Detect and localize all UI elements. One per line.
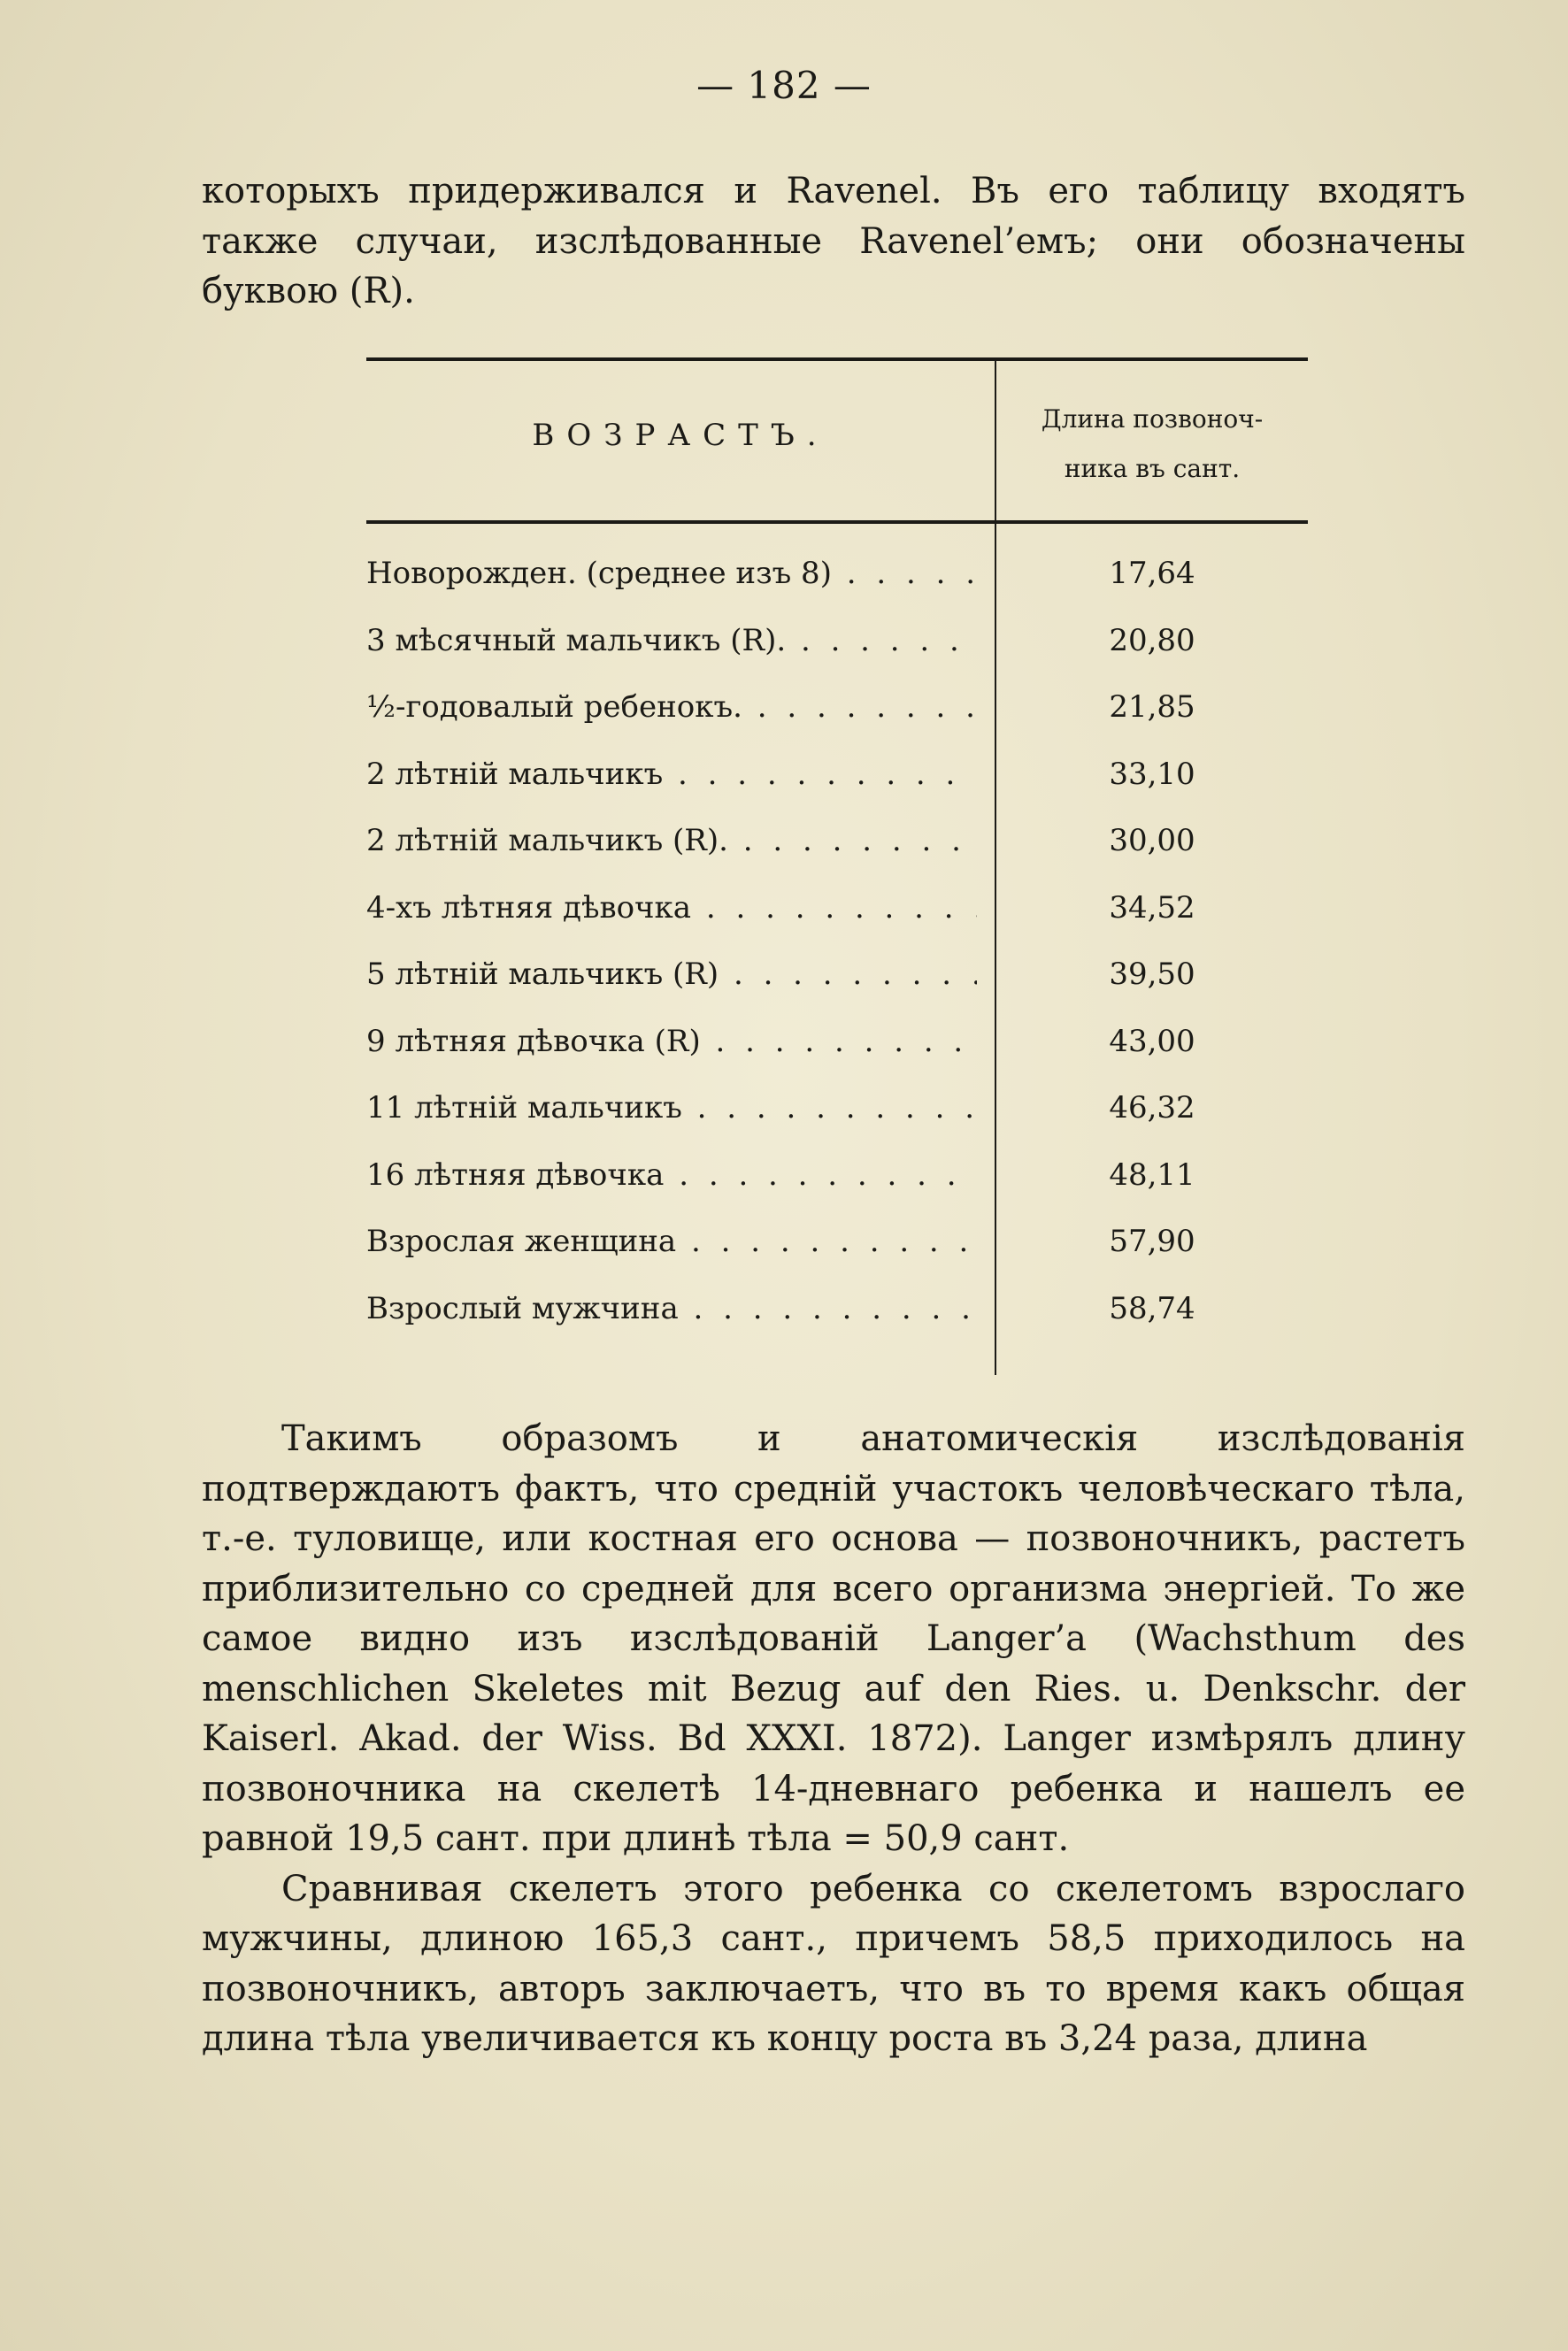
header-length [996,395,1308,494]
table-row [366,1020,1308,1087]
header-length-line2: ника въ сант. [1064,454,1241,483]
paragraph-2: Сравнивая скелетъ этого ребенка со скелетомъ взрослаго мужчины, длиною 165,3 сант., причемъ 58,5 приходилось на позвоночникъ, авторъ заключаетъ, что въ то время какъ общая длина тѣла увеличивается къ концу роста въ 3,24 раза, длина [202,1868,1465,2059]
row-age: 9 лѣтняя дѣвочка (R) . . . [366,1020,977,1063]
row-age: 2 лѣтній мальчикъ . . . [366,753,977,795]
header-age: ВОЗРАСТЪ. [532,418,829,453]
row-length: 58,74 [1109,1290,1195,1326]
row-age: Взрослый мужчина . . . [366,1287,977,1330]
row-age: ½-годовалый ребенокъ. . . . [366,686,977,728]
table-row [366,1087,1308,1154]
table-row [366,819,1308,887]
table-header-rule [366,520,1308,524]
row-age: Взрослая женщина . . . [366,1220,977,1263]
row-length: 17,64 [1109,556,1195,591]
row-length: 43,00 [1109,1023,1195,1059]
row-length: 20,80 [1109,622,1195,658]
page-number: — 182 — [696,64,872,107]
paragraph-1: Такимъ образомъ и анатомическія изслѣдованія подтверждаютъ фактъ, что средній участокъ человѣческаго тѣла, т.-е. туловище, или костная его основа — позвоночникъ, растетъ приблизительно со средней для всего организма энергіей. То же самое видно изъ изслѣдованій Langer’а (Wachsthum des menschlichen Skeletes mit Bezug auf den Ries. u. Denkschr. der Kaiserl. Akad. der Wiss. Bd XXXI. 1872). Langer измѣрялъ длину позвоночника на скелетѣ 14-дневнаго ребенка и нашелъ ее равной 19,5 сант. при длинѣ тѣла = 50,9 сант. [202,1418,1465,1859]
table-body [366,552,1308,1354]
row-age: 3 мѣсячный мальчикъ (R). . . . [366,619,977,662]
table-row [366,1220,1308,1287]
intro-paragraph: которыхъ придерживался и Ravenel. Въ его таблицу входятъ также случаи, изслѣдованные Ravenel’емъ; они обозначены буквою (R). [202,171,1465,311]
row-length: 33,10 [1109,756,1195,792]
row-age: 2 лѣтній мальчикъ (R). . . . [366,819,977,862]
table-row [366,753,1308,820]
row-length: 57,90 [1109,1224,1195,1259]
row-age: Новорожден. (среднее изъ 8) . . . [366,552,977,595]
body-text [202,1414,1465,2064]
table-row [366,619,1308,687]
row-length: 39,50 [1109,957,1195,992]
row-age: 16 лѣтняя дѣвочка . . . [366,1154,977,1196]
table-top-rule [366,357,1308,361]
table-row [366,953,1308,1020]
table-row [366,552,1308,619]
table-row [366,1287,1308,1355]
header-length-line1: Длина позвоноч- [1041,404,1264,434]
row-length: 34,52 [1109,889,1195,926]
row-age: 5 лѣтній мальчикъ (R) . . . [366,953,977,995]
table-row [366,686,1308,753]
table-row [366,1154,1308,1221]
row-age: 4-хъ лѣтняя дѣвочка . . . [366,887,977,929]
row-length: 46,32 [1109,1090,1195,1126]
row-age: 11 лѣтній мальчикъ . . . [366,1087,977,1129]
table-row [366,887,1308,954]
spine-length-table [366,357,1308,1375]
row-length: 21,85 [1109,689,1195,725]
row-length: 48,11 [1109,1156,1195,1193]
row-length: 30,00 [1109,823,1195,858]
